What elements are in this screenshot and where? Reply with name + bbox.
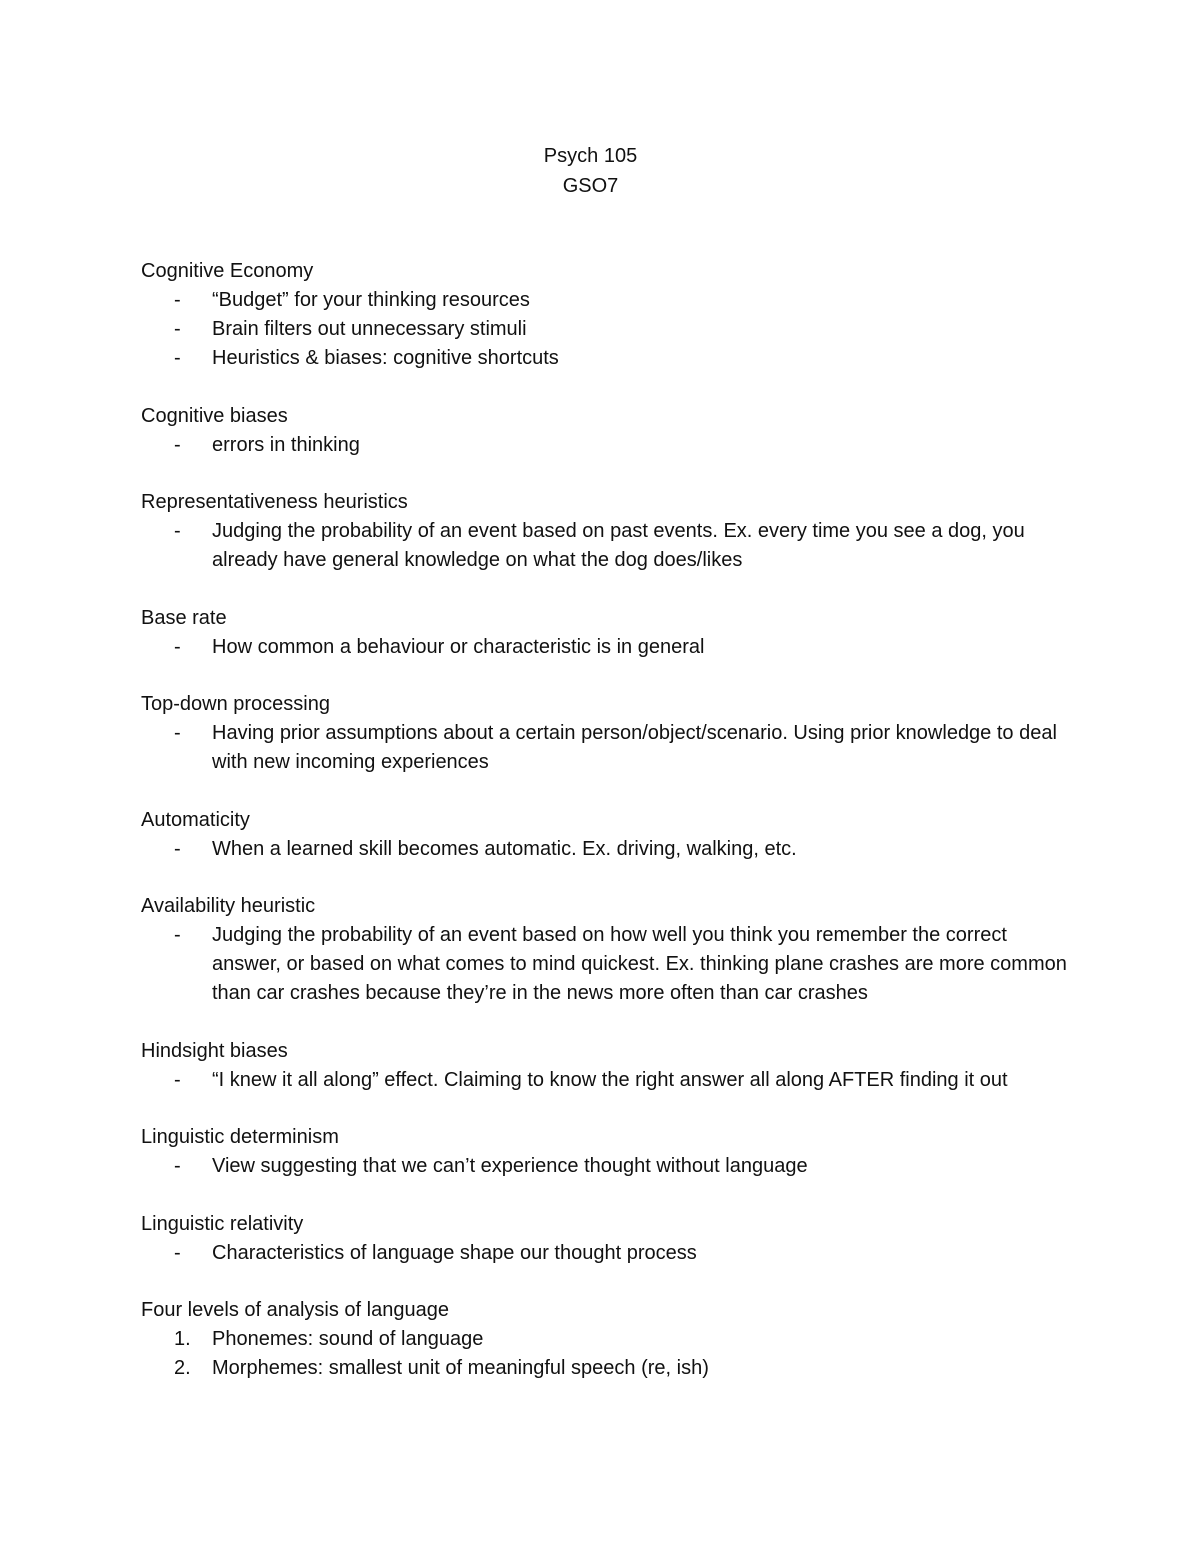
section-heading: Four levels of analysis of language [141,1299,449,1321]
section-heading: Representativeness heuristics [141,491,408,513]
note-section [141,892,1081,1008]
section-heading: Hindsight biases [141,1039,288,1062]
list-marker: - [174,289,181,311]
list-item [141,1152,1081,1181]
list-marker: - [174,837,181,860]
list-marker: - [174,1155,181,1177]
section-heading: Automaticity [141,808,250,831]
list-item-text: “Budget” for your thinking resources [212,289,530,311]
list-item-text: Morphemes: smallest unit of meaningful speech (re, ish) [212,1357,709,1379]
section-heading: Linguistic relativity [141,1212,304,1235]
title-block [0,141,1181,201]
list-marker: - [174,722,181,744]
list-item [141,315,1081,344]
note-section [141,806,1081,864]
list-item [141,286,1081,315]
document-title: Psych 105 [543,145,638,167]
notes-content [141,257,1081,1412]
list-item [141,1066,1081,1095]
note-section [141,402,1081,460]
note-section [141,257,1081,373]
list-item [141,431,1081,460]
note-section [141,604,1081,662]
note-section [141,1037,1081,1095]
section-heading: Linguistic determinism [141,1126,339,1148]
list-item [141,633,1081,662]
list-item-text: Phonemes: sound of language [212,1328,484,1350]
list-marker: - [174,520,181,542]
note-section [141,1210,1081,1268]
list-item [141,1239,1081,1268]
list-item [141,1354,1081,1383]
list-item-text: When a learned skill becomes automatic. Ex. driving, walking, etc. [212,837,797,860]
list-item [141,719,1081,777]
list-item-text: Judging the probability of an event based on past events. Ex. every time you see a dog, you already have general knowledge on what the dog does/likes [212,520,1025,571]
note-section [141,488,1081,575]
section-heading: Cognitive biases [141,404,288,427]
list-marker: - [174,635,181,658]
list-marker: - [174,318,181,340]
list-item-text: errors in thinking [212,433,360,456]
list-marker: - [174,347,181,369]
section-heading: Availability heuristic [141,895,316,917]
list-marker: - [174,1241,181,1264]
list-item [141,344,1081,373]
list-item-text: How common a behaviour or characteristic is in general [212,635,705,658]
list-item-text: Judging the probability of an event based on how well you think you remember the correct answer, or based on what comes to mind quickest. Ex. thinking plane crashes are more common than car crashes because they’re in the news more often than car crashes [212,924,1067,1004]
section-heading: Base rate [141,606,227,629]
list-item [141,921,1081,1008]
document-subtitle: GSO7 [562,175,619,197]
list-marker: - [174,1068,181,1091]
list-item [141,517,1081,575]
list-item-text: Having prior assumptions about a certain person/object/scenario. Using prior knowledge to deal with new incoming experiences [212,722,1057,773]
note-section [141,690,1081,777]
note-section [141,1296,1081,1383]
list-marker: - [174,433,181,456]
list-item [141,1325,1081,1354]
list-marker: 2. [174,1357,191,1379]
list-item-text: “I knew it all along” effect. Claiming to know the right answer all along AFTER finding it out [212,1068,1008,1091]
list-marker: 1. [174,1328,191,1350]
list-item-text: Characteristics of language shape our thought process [212,1241,697,1264]
list-marker: - [174,924,181,946]
section-heading: Cognitive Economy [141,260,314,282]
note-section [141,1123,1081,1181]
list-item [141,835,1081,864]
section-heading: Top-down processing [141,693,330,715]
list-item-text: View suggesting that we can’t experience thought without language [212,1155,808,1177]
list-item-text: Heuristics & biases: cognitive shortcuts [212,347,559,369]
list-item-text: Brain filters out unnecessary stimuli [212,318,527,340]
